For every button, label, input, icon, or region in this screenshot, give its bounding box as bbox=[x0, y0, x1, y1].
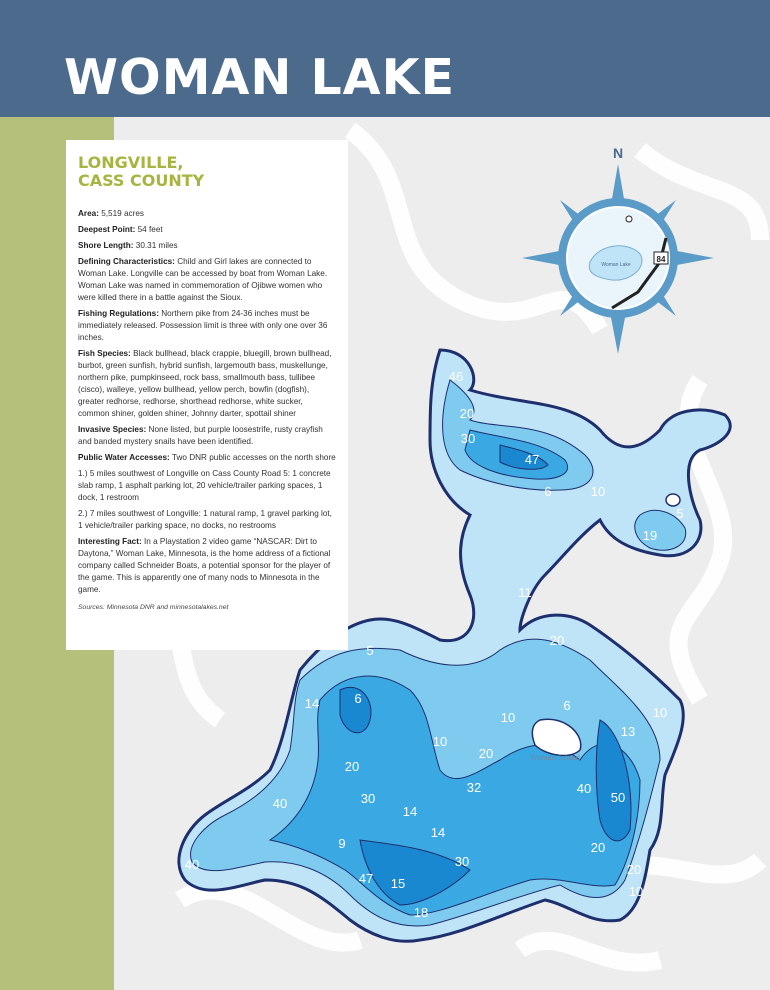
page-title: WOMAN LAKE bbox=[64, 49, 456, 106]
depth-label: 11 bbox=[518, 585, 532, 600]
depth-label: 15 bbox=[390, 876, 406, 891]
fact-label: Public Water Accesses: bbox=[78, 453, 170, 462]
fact-label: Fishing Regulations: bbox=[78, 309, 159, 318]
fact-text: 5,519 acres bbox=[98, 209, 144, 218]
depth-label: 10 bbox=[590, 484, 606, 499]
fact-text: None listed, but purple loosestrife, rusty crayfish and banded mystery snails have been identified. bbox=[78, 425, 323, 446]
depth-label: 20 bbox=[549, 633, 565, 648]
depth-label: 10 bbox=[652, 705, 668, 720]
fact-text: 30.31 miles bbox=[133, 241, 178, 250]
fact-text: Northern pike from 24-36 inches must be immediately released. Possession limit is three with only one over 36 inches. bbox=[78, 309, 328, 342]
depth-label: 10 bbox=[500, 710, 516, 725]
fact-access-2 bbox=[78, 508, 336, 532]
depth-label: 14 bbox=[430, 825, 446, 840]
fact-text: 2.) 7 miles southwest of Longville: 1 natural ramp, 1 gravel parking lot, 1 vehicle/trailer parking space, no docks, no restrooms bbox=[78, 509, 332, 530]
depth-label: 18 bbox=[413, 905, 429, 920]
depth-label: 20 bbox=[590, 840, 606, 855]
depth-label: 47 bbox=[358, 871, 374, 886]
fact-label: Deepest Point: bbox=[78, 225, 136, 234]
fact-invasive-species bbox=[78, 424, 336, 448]
fact-text: In a Playstation 2 video game “NASCAR: Dirt to Daytona,” Woman Lake, Minnesota, is the home address of a fictional company called Schneider Boats, a potential sponsor for the player of the game. This is apparently one of many nods to Minnesota in the game. bbox=[78, 537, 331, 594]
depth-label: 10 bbox=[550, 720, 566, 735]
fact-public-water-accesses bbox=[78, 452, 336, 464]
depth-label: 10 bbox=[628, 884, 644, 899]
fact-interesting-fact bbox=[78, 536, 336, 596]
fact-shore-length bbox=[78, 240, 336, 252]
compass-rose bbox=[520, 142, 716, 358]
depth-label: 30 bbox=[360, 791, 376, 806]
fact-defining-characteristics bbox=[78, 256, 336, 304]
depth-label: 14 bbox=[304, 696, 320, 711]
depth-label: 20 bbox=[478, 746, 494, 761]
fact-text: Two DNR public accesses on the north shore bbox=[169, 453, 336, 462]
depth-label: 40 bbox=[184, 857, 200, 872]
fact-fishing-regulations bbox=[78, 308, 336, 344]
fact-deepest-point bbox=[78, 224, 336, 236]
location-line: CASS COUNTY bbox=[78, 171, 205, 190]
depth-label: 20 bbox=[459, 406, 475, 421]
depth-label: 13 bbox=[620, 724, 636, 739]
depth-label: 30 bbox=[454, 854, 470, 869]
depth-label: 14 bbox=[402, 804, 418, 819]
fact-text: Black bullhead, black crappie, bluegill, brown bullhead, burbot, green sunfish, hybrid sunfish, largemouth bass, muskellunge, northern pike, pumpkinseed, rock bass, smallmouth bass, tullibee (cisco), walleye, yellow bullhead, yellow perch, bowfin (dogfish), greater redhorse, redhorse, shorthead redhorse, white sucker, common shiner, golden shiner, Johnny darter, spottail shiner bbox=[78, 349, 332, 418]
depth-label: 19 bbox=[642, 528, 658, 543]
depth-label: 6 bbox=[354, 691, 362, 706]
depth-label: 46 bbox=[448, 369, 464, 384]
depth-label: 6 bbox=[563, 698, 571, 713]
location-line: LONGVILLE, bbox=[78, 153, 184, 172]
fact-text: Child and Girl lakes are connected to Woman Lake. Longville can be accessed by boat from Woman Lake. Woman Lake was named in commemoration of Ojibwe women who were killed there in a battle against the Sioux. bbox=[78, 257, 328, 302]
depth-label: 40 bbox=[576, 781, 592, 796]
depth-label: 5 bbox=[676, 506, 684, 521]
depth-label: 47 bbox=[524, 452, 540, 467]
depth-label: 32 bbox=[466, 780, 482, 795]
sources-note: Sources: Minnesota DNR and minnesotalakes.net bbox=[78, 604, 229, 611]
depth-label: 20 bbox=[344, 759, 360, 774]
fact-text: 1.) 5 miles southwest of Longville on Cass County Road 5: 1 concrete slab ramp, 1 asphalt parking lot, 20 vehicle/trailer parking spaces, 1 dock, 1 restroom bbox=[78, 469, 331, 502]
fact-access-1 bbox=[78, 468, 336, 504]
fact-area bbox=[78, 208, 336, 220]
north-label: N bbox=[612, 145, 624, 161]
depth-label: 5 bbox=[366, 643, 374, 658]
depth-label: 30 bbox=[460, 431, 476, 446]
fact-label: Area: bbox=[78, 209, 99, 218]
island-label: Woman Island bbox=[530, 754, 581, 762]
location-heading bbox=[78, 154, 336, 190]
depth-label: 20 bbox=[626, 862, 642, 877]
fact-label: Shore Length: bbox=[78, 241, 134, 250]
fact-label: Interesting Fact: bbox=[78, 537, 142, 546]
inset-lake-label: Woman Lake bbox=[601, 262, 631, 268]
depth-label: 9 bbox=[338, 836, 346, 851]
small-island bbox=[666, 494, 680, 506]
fact-text: 54 feet bbox=[135, 225, 163, 234]
fact-label: Fish Species: bbox=[78, 349, 131, 358]
depth-label: 10 bbox=[432, 734, 448, 749]
info-panel bbox=[66, 140, 348, 650]
fact-label: Invasive Species: bbox=[78, 425, 147, 434]
depth-label: 6 bbox=[544, 484, 552, 499]
depth-label: 40 bbox=[272, 796, 288, 811]
road-shield-label: 84 bbox=[656, 255, 666, 264]
fact-fish-species bbox=[78, 348, 336, 420]
fact-label: Defining Characteristics: bbox=[78, 257, 175, 266]
depth-label: 50 bbox=[610, 790, 626, 805]
